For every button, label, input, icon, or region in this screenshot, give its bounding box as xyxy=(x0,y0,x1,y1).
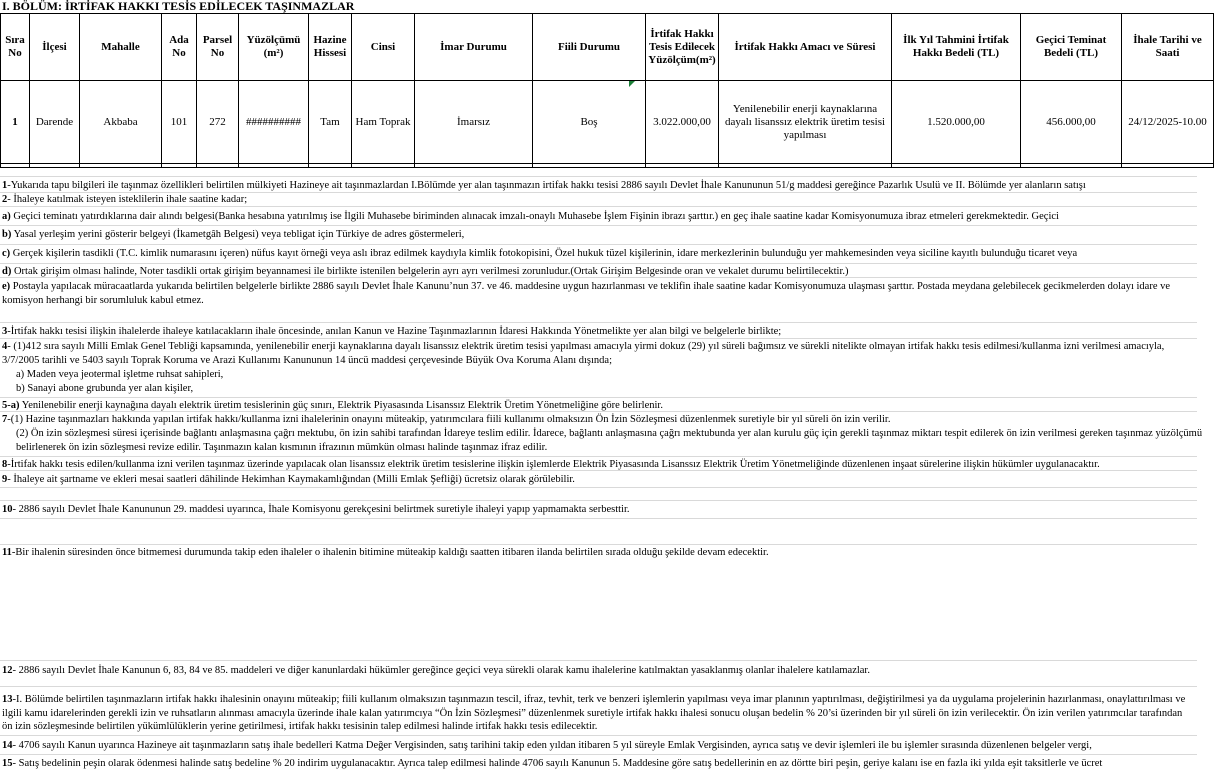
header-mahalle: Mahalle xyxy=(80,14,162,81)
cell-ilce: Darende xyxy=(30,81,80,164)
cell-ada: 101 xyxy=(162,81,197,164)
paragraph-9: 9- İhaleye ait şartname ve ekleri mesai saatleri dâhilinde Hekimhan Kaymakamlığından (Milli Emlak Şefliği) ücretsiz olarak görülebilir. xyxy=(2,474,575,485)
paragraph-5: 5-a) Yenilenebilir enerji kaynağına dayalı elektrik üretim tesislerinin güç sınırı, Elektrik Piyasasında Lisanssız Elektrik Üretim Yönetmeliğine göre belirlenir. xyxy=(2,400,663,411)
paragraph-3: 3-İrtifak hakkı tesisi ilişkin ihalelerde ihaleye katılacakların ihale öncesinde, anılan Kanun ve Hazine Taşınmazlarının İdaresi Hakkında Yönetmelikte yer alan bilgi ve belgelerle birlikte; xyxy=(2,326,782,337)
grid-line xyxy=(0,456,1197,457)
cell-teminat: 456.000,00 xyxy=(1021,81,1122,164)
header-ihale: İhale Tarihi ve Saati xyxy=(1122,14,1214,81)
header-ada: Ada No xyxy=(162,14,197,81)
grid-line xyxy=(0,735,1197,736)
header-sira: Sıra No xyxy=(1,14,30,81)
property-table xyxy=(0,13,1214,168)
header-irtifak-yuzolcum: İrtifak Hakkı Tesis Edilecek Yüzölçüm(m²) xyxy=(646,14,719,81)
paragraph-15: 15- Satış bedelinin peşin olarak ödenmesi halinde satış bedeline % 20 indirim uygulanacaktır. Ayrıca talep edilmesi halinde 4706 sayılı Kanunun 5. Maddesine göre satış bedellerinin en az dörtte biri peşin, geriye kalanı ise en fazla iki yılda eşit taksitlerle ve ücret xyxy=(2,758,1103,769)
paragraph-c: c) Gerçek kişilerin tasdikli (T.C. kimlik numarasını içeren) nüfus kayıt örneği veya aslı ibraz edilmek kaydıyla kimlik fotokopisini, Özel hukuk tüzel kişilerinin, idare merkezlerinin bulunduğu yer mahkemesinden veya siciline kayıtlı bulunduğu ticaret veya xyxy=(2,248,1078,259)
paragraph-d: d) Ortak girişim olması halinde, Noter tasdikli ortak girişim beyannamesi ile birlikte istenilen belgelerin ayrı ayrı verilmesi zorunludur.(Ortak Girişim Belgesinde oran ve vekalet durumu belirtilecektir.) xyxy=(2,266,849,277)
cell-comment-marker xyxy=(629,81,635,87)
paragraph-b: b) Yasal yerleşim yerini gösterir belgeyi (İkametgâh Belgesi) veya tebligat için Türkiye de adres göstermeleri, xyxy=(2,229,465,240)
grid-line xyxy=(0,397,1197,398)
header-parsel: Parsel No xyxy=(197,14,239,81)
header-bedel: İlk Yıl Tahmini İrtifak Hakkı Bedeli (TL) xyxy=(892,14,1021,81)
header-imar: İmar Durumu xyxy=(415,14,533,81)
grid-line xyxy=(0,544,1197,545)
cell-hazine: Tam xyxy=(309,81,352,164)
header-teminat: Geçici Teminat Bedeli (TL) xyxy=(1021,14,1122,81)
paragraph-13: 13-I. Bölümde belirtilen taşınmazların irtifak hakkı ihalesinin onayını müteakip; fiili kullanım olmaksızın taşınmazın tescil, ifraz, tevhit, terk ve benzeri işlemlerin yapılması veya imar planının yaptırılması, değiştirilmesi ya da uygulama projelerinin hazırlanması, onaylattırılması ve ilgili kamu idarelerinden gerekli izin ve ruhsatların alınması amacıyla üzerinde ihale kalan yatırımcıya “Ön İzin Sözleşmesi” düzenlenmek suretiyle irtifak hakkı ihalesi sonucu oluşan bedelin % 20’si üzerinden bir yıl süreli ön izin verilecektir. Ön izin verilen yatırımcılar tarafından ön izin sözleşmesinde belirtilen yükümlülüklerin yerine getirilmesi, irtifak hakkı tesisinin talep edilmesi halinde irtifak hakkı tesis edilecektir. xyxy=(2,694,1186,732)
paragraph-4: 4- (1)412 sıra sayılı Milli Emlak Genel Tebliği kapsamında, yenilenebilir enerji kaynaklarına dayalı lisanssız elektrik üretim tesisi yapılması amacıyla yirmi dokuz (29) yıl süreli bağımsız ve sürekli nitelikte olmayan irtifak hakkı tesis edilmesi/kullanma izni verilmesi amacıyla, 3/7/2005 tarihli ve 5403 sayılı Toprak Koruma ve Arazi Kullanımı Kanununun 14 üncü maddesi çerçevesinde Büyük Ova Koruma Alanı dışında; xyxy=(2,341,1165,366)
cell-mahalle: Akbaba xyxy=(80,81,162,164)
header-fiili: Fiili Durumu xyxy=(533,14,646,81)
paragraph-a: a) Geçici teminatı yatırdıklarına dair alındı belgesi(Banka hesabına yatırılmış ise İlgili Muhasebe biriminden alınacak imzalı-onaylı Muhasebe İşlem Fişinin ibrazı şarttır.) en geç ihale saatine kadar Komisyonumuza ibraz etmeleri gerekmektedir. Geçici xyxy=(2,211,1059,222)
paragraph-2: 2- İhaleye katılmak isteyen isteklilerin ihale saatine kadar; xyxy=(2,194,248,205)
grid-line xyxy=(0,487,1197,488)
paragraph-8: 8-İrtifak hakkı tesis edilen/kullanma izni verilen taşınmaz üzerinde yapılacak olan lisanssız elektrik üretim tesislerine ilişkin işlemlerde Elektrik Piyasasında Lisanssız Elektrik Üretim Yönetmeliğinde düzenlenen inşaat sürelerine ilişkin hükümler uygulanacaktır. xyxy=(2,459,1100,470)
cell-sira: 1 xyxy=(1,81,30,164)
paragraph-14: 14- 4706 sayılı Kanun uyarınca Hazineye ait taşınmazların satış ihale bedelleri Katma Değer Vergisinden, satış tarihini takip eden yıldan itibaren 5 yıl süreyle Emlak Vergisinden, ayrıca satış ve devir işlemleri ile bu işlemler sırasında düzenlenen belgeler vergi, xyxy=(2,740,1092,751)
grid-line xyxy=(0,176,1197,177)
paragraph-e: e) Postayla yapılacak müracaatlarda yukarıda belirtilen belgelerle birlikte 2886 sayılı Devlet İhale Kanunu’nun 37. ve 46. maddesine uygun hazırlanması ve teklifin ihale saatine kadar Komisyonumuza ulaşması şarttır. Postada meydana gelebilecek gecikmelerden dolayı idare ve komisyon herhangi bir sorumluluk kabul etmez. xyxy=(2,281,1171,306)
header-yuzolcumu: Yüzölçümü (m²) xyxy=(239,14,309,81)
paragraph-11: 11-Bir ihalenin süresinden önce bitmemesi durumunda takip eden ihaleler o ihalenin bitimine müteakip kaldığı saatten itibaren ilanda belirtilen sırada olduğu şekilde devam edecektir. xyxy=(2,547,769,558)
cell-imar: İmarsız xyxy=(415,81,533,164)
grid-line xyxy=(0,518,1197,519)
cell-parsel: 272 xyxy=(197,81,239,164)
grid-line xyxy=(0,686,1197,687)
section-title: I. BÖLÜM: İRTİFAK HAKKI TESİS EDİLECEK TAŞINMAZLAR xyxy=(2,0,355,13)
grid-line xyxy=(0,244,1197,245)
paragraph-7b: (2) Ön izin sözleşmesi süresi içerisinde bağlantı anlaşmasına çağrı mektubu, ön izin sahibi tarafından İdareye teslim edilir. İdarece, bağlantı anlaşmasına çağrı mektubunda yer alan kurulu güç için gerekli taşınmaz miktarı tespit edilerek ön izin verilmesi gereken taşınmaz yüzölçümü belirlenerek ön izin sözleşmesi revize edilir. Taşınmazın kalan kısmının ifrazının mümkün olması halinde taşınmaz ifraz edilir. xyxy=(16,428,1203,453)
grid-line xyxy=(0,754,1197,755)
cell-yuzolcumu: ########## xyxy=(239,81,309,164)
paragraph-12: 12- 2886 sayılı Devlet İhale Kanunun 6, 83, 84 ve 85. maddeleri ve diğer kanunlardaki hükümler gereğince geçici veya sürekli olarak kamu ihalelerine katılmaktan yasaklanmış olanlar ihalelere katılamazlar. xyxy=(2,665,870,676)
paragraph-7: 7-(1) Hazine taşınmazları hakkında yapılan irtifak hakkı/kullanma izni ihalelerinin onayını müteakip, yatırımcılara fiili kullanımı olmaksızın Ön İzin Sözleşmesi düzenlenmek suretiyle bir yıl süreli ön izin verilir. xyxy=(2,414,891,425)
header-cinsi: Cinsi xyxy=(352,14,415,81)
table-row xyxy=(1,81,1214,164)
cell-ihale: 24/12/2025-10.00 xyxy=(1122,81,1214,164)
paragraph-1: 1-Yukarıda tapu bilgileri ile taşınmaz özellikleri belirtilen mülkiyeti Hazineye ait taşınmazlardan I.Bölümde yer alan taşınmazın irtifak hakkı tesisi 2886 sayılı Devlet İhale Kanununun 51/g maddesi gereğince Pazarlık Usulü ve II. Bölümde yer alanların satışı xyxy=(2,180,1086,191)
cell-irtifak-yuzolcum: 3.022.000,00 xyxy=(646,81,719,164)
header-ilce: İlçesi xyxy=(30,14,80,81)
grid-line xyxy=(0,263,1197,264)
header-hazine: Hazine Hissesi xyxy=(309,14,352,81)
cell-fiili: Boş xyxy=(533,81,646,164)
cell-cinsi: Ham Toprak xyxy=(352,81,415,164)
header-amac: İrtifak Hakkı Amacı ve Süresi xyxy=(719,14,892,81)
table-header-row xyxy=(1,14,1214,81)
cell-amac: Yenilenebilir enerji kaynaklarına dayalı lisanssız elektrik üretim tesisi yapılması xyxy=(719,81,892,164)
cell-bedel: 1.520.000,00 xyxy=(892,81,1021,164)
grid-line xyxy=(0,225,1197,226)
table-spacer-row xyxy=(1,164,1214,168)
paragraph-4b: b) Sanayi abone grubunda yer alan kişiler, xyxy=(16,383,194,394)
paragraph-4a: a) Maden veya jeotermal işletme ruhsat sahipleri, xyxy=(16,369,224,380)
grid-line xyxy=(0,500,1197,501)
grid-line xyxy=(0,322,1197,323)
paragraph-10: 10- 2886 sayılı Devlet İhale Kanununun 29. maddesi uyarınca, İhale Komisyonu gerekçesini belirtmek suretiyle ihaleyi yapıp yapmamakta serbesttir. xyxy=(2,504,630,515)
grid-line xyxy=(0,660,1197,661)
